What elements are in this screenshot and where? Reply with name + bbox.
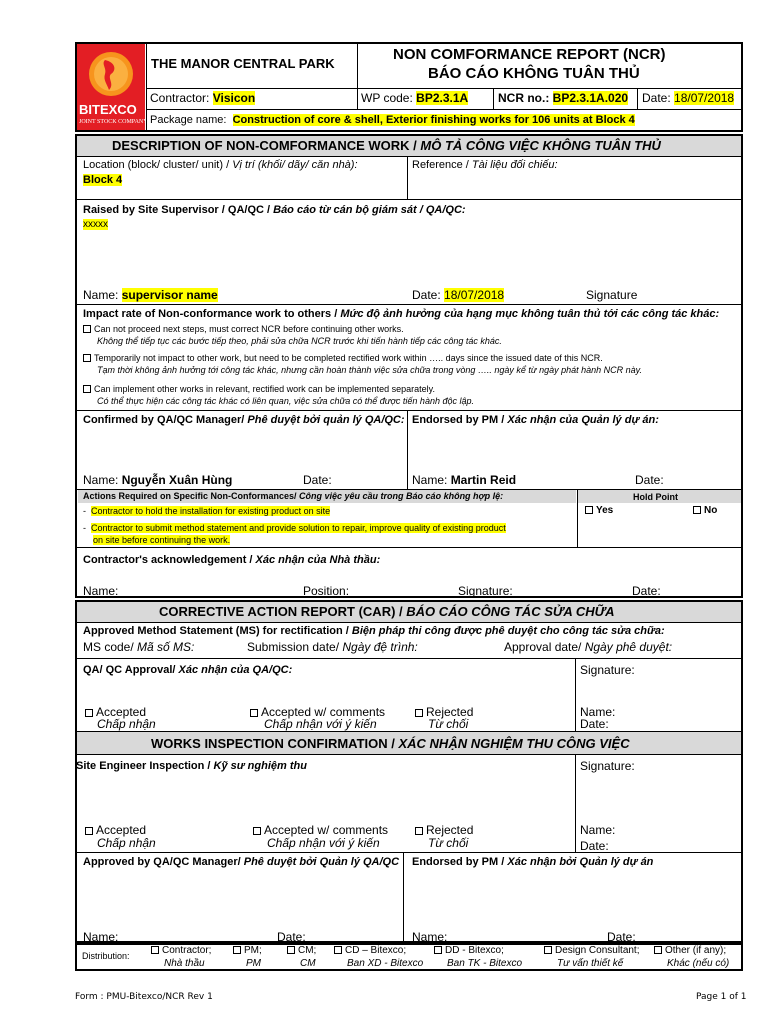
qaqc-name-field: Name: Nguyễn Xuân Hùng bbox=[83, 473, 233, 487]
wic-qaqc-name-label: Name: bbox=[83, 930, 119, 944]
action-item-2: - Contractor to submit method statement and provide solution to repair, improve quality of existing product bbox=[83, 523, 506, 533]
contractor-ack-label: Contractor's acknowledgement / Xác nhận của Nhà thầu: bbox=[83, 554, 381, 566]
dist-design-checkbox[interactable] bbox=[544, 946, 552, 954]
hold-point-label: Hold Point bbox=[633, 492, 678, 502]
impact-option-1[interactable]: Can not proceed next steps, must correct NCR before continuing other works. bbox=[83, 324, 404, 334]
wic-rejected-checkbox[interactable] bbox=[415, 827, 423, 835]
car-heading: CORRECTIVE ACTION REPORT (CAR) / BÁO CÁO CÔNG TÁC SỬA CHỮA bbox=[159, 604, 615, 619]
dist-cd-checkbox[interactable] bbox=[334, 946, 342, 954]
wp-code-field: WP code: BP2.3.1A bbox=[361, 91, 469, 105]
car-qaqc-label: QA/ QC Approval/ Xác nhận của QA/QC: bbox=[83, 664, 293, 676]
car-accepted-checkbox[interactable] bbox=[85, 709, 93, 717]
impact-option-1-vi: Không thể tiếp tục các bước tiếp theo, phải sửa chữa NCR trước khi tiến hành tiếp các công tác khác. bbox=[97, 336, 502, 346]
action-item-1: - Contractor to hold the installation for existing product on site bbox=[83, 506, 331, 516]
dist-dd-checkbox[interactable] bbox=[434, 946, 442, 954]
wic-signature-label: Signature: bbox=[580, 759, 635, 773]
logo bbox=[77, 44, 148, 130]
raised-by-value[interactable]: xxxxx bbox=[83, 219, 108, 230]
dist-other[interactable]: Other (if any); bbox=[654, 945, 726, 956]
dist-cm-vi: CM bbox=[300, 958, 316, 969]
dist-cm-checkbox[interactable] bbox=[287, 946, 295, 954]
project-name: THE MANOR CENTRAL PARK bbox=[151, 56, 335, 71]
car-accepted-comments-option[interactable]: Accepted w/ comments bbox=[250, 705, 385, 719]
pm-date-label: Date: bbox=[635, 473, 664, 487]
impact-checkbox-2[interactable] bbox=[83, 354, 91, 362]
wp-code-value[interactable]: BP2.3.1A bbox=[416, 91, 469, 105]
ack-position-label: Position: bbox=[303, 584, 350, 598]
wic-name-label: Name: bbox=[580, 823, 616, 837]
car-accepted-comments-vi: Chấp nhận với ý kiến bbox=[264, 717, 377, 731]
dist-dd-bitexco[interactable]: DD - Bitexco; bbox=[434, 945, 504, 956]
wic-qaqc-date-label: Date: bbox=[277, 930, 306, 944]
dist-other-checkbox[interactable] bbox=[654, 946, 662, 954]
action-item-2b: on site before continuing the work. bbox=[93, 535, 231, 545]
header-date-value[interactable]: 18/07/2018 bbox=[674, 91, 735, 105]
supervisor-date-field: Date: 18/07/2018 bbox=[412, 288, 505, 302]
qaqc-confirm-label: Confirmed by QA/QC Manager/ Phê duyệt bởi quản lý QA/QC: bbox=[83, 414, 405, 426]
dist-pm[interactable]: PM; bbox=[233, 945, 262, 956]
ms-label: Approved Method Statement (MS) for rectification / Biện pháp thi công được phê duyệt cho công tác sửa chữa: bbox=[83, 625, 665, 637]
footer-page-number: Page 1 of 1 bbox=[696, 992, 747, 1002]
car-rejected-option[interactable]: Rejected bbox=[415, 705, 473, 719]
contractor-field: Contractor: Visicon bbox=[150, 91, 256, 105]
footer-form-code: Form : PMU-Bitexco/NCR Rev 1 bbox=[75, 992, 213, 1002]
supervisor-name-field: Name: supervisor name bbox=[83, 288, 218, 302]
dist-contractor[interactable]: Contractor; bbox=[151, 945, 211, 956]
dist-contractor-vi: Nhà thầu bbox=[164, 958, 205, 969]
car-date-label: Date: bbox=[580, 717, 609, 731]
hold-no-option[interactable]: No bbox=[693, 505, 717, 516]
dist-pm-checkbox[interactable] bbox=[233, 946, 241, 954]
ack-signature-label: Signature: bbox=[458, 584, 513, 598]
bitexco-logo-icon bbox=[77, 44, 145, 100]
ncr-no-field: NCR no.: BP2.3.1A.020 bbox=[498, 91, 629, 105]
dist-cd-bitexco-vi: Ban XD - Bitexco bbox=[347, 958, 424, 969]
wic-qaqc-label: Approved by QA/QC Manager/ Phê duyệt bởi Quản lý QA/QC bbox=[83, 856, 400, 868]
ack-name-label: Name: bbox=[83, 584, 119, 598]
supervisor-signature-label: Signature bbox=[586, 288, 638, 302]
impact-checkbox-3[interactable] bbox=[83, 385, 91, 393]
wic-accepted-comments-vi: Chấp nhận với ý kiến bbox=[267, 836, 380, 850]
car-signature-label: Signature: bbox=[580, 663, 635, 677]
dist-pm-vi: PM bbox=[246, 958, 261, 969]
impact-heading: Impact rate of Non-conformance work to others / Mức độ ảnh hưởng của hạng mục không tuân thủ tới các công tác khác: bbox=[83, 308, 720, 320]
wic-accepted-vi: Chấp nhận bbox=[97, 836, 156, 850]
report-title-en: NON COMFORMANCE REPORT (NCR) bbox=[393, 46, 666, 63]
wic-heading: WORKS INSPECTION CONFIRMATION / XÁC NHẬN NGHIỆM THU CÔNG VIỆC bbox=[151, 736, 630, 751]
wic-accepted-checkbox[interactable] bbox=[85, 827, 93, 835]
package-field: Package name: Construction of core & shell, Exterior finishing works for 106 units at Block 4 bbox=[150, 114, 635, 126]
car-accepted-comments-checkbox[interactable] bbox=[250, 709, 258, 717]
reference-label: Reference / Tài liệu đối chiếu: bbox=[412, 159, 558, 171]
distribution-label: Distribution: bbox=[82, 951, 130, 961]
wic-rejected-vi: Từ chối bbox=[428, 836, 469, 850]
car-name-label: Name: bbox=[580, 705, 616, 719]
car-rejected-checkbox[interactable] bbox=[415, 709, 423, 717]
car-accepted-vi: Chấp nhận bbox=[97, 717, 156, 731]
location-value[interactable]: Block 4 bbox=[83, 174, 123, 186]
wic-pm-date-label: Date: bbox=[607, 930, 636, 944]
hold-yes-checkbox[interactable] bbox=[585, 506, 593, 514]
pm-name-field: Name: Martin Reid bbox=[412, 473, 517, 487]
ack-date-label: Date: bbox=[632, 584, 661, 598]
dist-design-consultant[interactable]: Design Consultant; bbox=[544, 945, 640, 956]
approval-date-label: Approval date/ Ngày phê duyệt: bbox=[504, 640, 673, 654]
dist-other-vi: Khác (nếu có) bbox=[667, 958, 730, 969]
impact-checkbox-1[interactable] bbox=[83, 325, 91, 333]
supervisor-name-value[interactable]: supervisor name bbox=[121, 288, 218, 302]
hold-no-checkbox[interactable] bbox=[693, 506, 701, 514]
dist-cm[interactable]: CM; bbox=[287, 945, 316, 956]
impact-option-2-vi: Tạm thời không ảnh hưởng tới công tác khác, nhưng cần hoàn thành việc sửa chữa trong vòng ….. ngày kể từ ngày phát hành NCR này. bbox=[97, 365, 642, 375]
qaqc-name-value[interactable]: Nguyễn Xuân Hùng bbox=[121, 473, 233, 487]
impact-option-3-vi: Có thể thực hiện các công tác khác có liên quan, việc sửa chữa có thể được tiến hành độc lập. bbox=[97, 396, 474, 406]
wic-rejected-option[interactable]: Rejected bbox=[415, 823, 473, 837]
impact-option-3[interactable]: Can implement other works in relevant, rectified work can be implemented separately. bbox=[83, 384, 435, 394]
supervisor-date-value[interactable]: 18/07/2018 bbox=[444, 288, 505, 302]
wic-accepted-comments-checkbox[interactable] bbox=[253, 827, 261, 835]
dist-design-consultant-vi: Tư vấn thiết kế bbox=[557, 958, 624, 969]
pm-endorse-label: Endorsed by PM / Xác nhận của Quản lý dự án: bbox=[412, 414, 659, 426]
contractor-value[interactable]: Visicon bbox=[212, 91, 256, 105]
submission-date-label: Submission date/ Ngày đệ trình: bbox=[247, 640, 418, 654]
header-date-field: Date: 18/07/2018 bbox=[642, 91, 735, 105]
logo-sub: JOINT STOCK COMPANY bbox=[79, 119, 148, 125]
car-accepted-option[interactable]: Accepted bbox=[85, 705, 146, 719]
description-heading: DESCRIPTION OF NON-COMFORMANCE WORK / MÔ TẢ CÔNG VIỆC KHÔNG TUÂN THỦ bbox=[112, 138, 661, 153]
wic-pm-label: Endorsed by PM / Xác nhận bởi Quản lý dự án bbox=[412, 856, 654, 868]
wic-accepted-option[interactable]: Accepted bbox=[85, 823, 146, 837]
car-rejected-vi: Từ chối bbox=[428, 717, 469, 731]
wic-date-label: Date: bbox=[580, 839, 609, 853]
qaqc-date-label: Date: bbox=[303, 473, 332, 487]
pm-name-value[interactable]: Martin Reid bbox=[450, 473, 517, 487]
actions-heading: Actions Required on Specific Non-Conformances/ Công việc yêu cầu trong Báo cáo không hợp lệ: bbox=[83, 491, 504, 501]
location-label: Location (block/ cluster/ unit) / Vị trí (khối/ dãy/ căn nhà): bbox=[83, 159, 358, 171]
dist-cd-bitexco[interactable]: CD – Bitexco; bbox=[334, 945, 406, 956]
impact-option-2[interactable]: Temporarily not impact to other work, but need to be completed rectified work within ….. days since the issued date of this NCR. bbox=[83, 353, 603, 363]
hold-yes-option[interactable]: Yes bbox=[585, 505, 613, 516]
package-value[interactable]: Construction of core & shell, Exterior finishing works for 106 units at Block 4 bbox=[232, 114, 635, 126]
dist-dd-bitexco-vi: Ban TK - Bitexco bbox=[447, 958, 523, 969]
site-engineer-label: Site Engineer Inspection / Kỹ sư nghiệm thu bbox=[76, 760, 307, 772]
ncr-no-value[interactable]: BP2.3.1A.020 bbox=[552, 91, 629, 105]
report-title-vi: BÁO CÁO KHÔNG TUÂN THỦ bbox=[428, 65, 640, 82]
ms-code-label: MS code/ Mã số MS: bbox=[83, 640, 195, 654]
wic-accepted-comments-option[interactable]: Accepted w/ comments bbox=[253, 823, 388, 837]
wic-pm-name-label: Name: bbox=[412, 930, 448, 944]
logo-brand: BITEXCO bbox=[79, 102, 137, 117]
dist-contractor-checkbox[interactable] bbox=[151, 946, 159, 954]
raised-by-label: Raised by Site Supervisor / QA/QC / Báo cáo từ cán bộ giám sát / QA/QC: bbox=[83, 204, 466, 216]
